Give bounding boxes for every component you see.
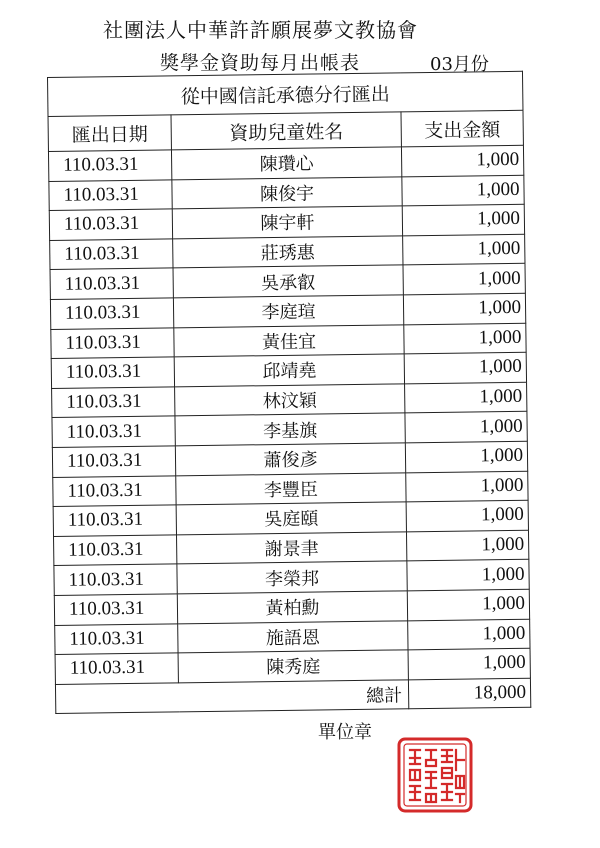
row-amount-cell: 1,000 <box>403 234 525 265</box>
row-name-cell: 李豐臣 <box>176 472 406 505</box>
report-title: 獎學金資助每月出帳表 <box>160 52 361 74</box>
row-name-cell: 黃佳宜 <box>174 324 404 357</box>
row-name-cell: 吳庭頤 <box>176 502 406 535</box>
row-amount-cell: 1,000 <box>404 323 526 354</box>
total-label: 總計 <box>178 680 408 713</box>
row-amount-cell: 1,000 <box>408 619 530 650</box>
row-date-cell: 110.03.31 <box>51 357 174 388</box>
row-name-cell: 陳俊宇 <box>172 176 402 209</box>
row-amount-cell: 1,000 <box>403 293 525 324</box>
row-date-cell: 110.03.31 <box>55 623 178 654</box>
col-name-header: 資助兒童姓名 <box>171 112 401 150</box>
row-name-cell: 謝景聿 <box>177 532 407 565</box>
row-date-cell: 110.03.31 <box>49 209 172 240</box>
total-blank-cell <box>55 683 178 714</box>
row-amount-cell: 1,000 <box>404 352 526 383</box>
bank-line: 從中國信託承德分行匯出 <box>48 71 523 116</box>
report-month: 03月份 <box>430 54 489 75</box>
row-name-cell: 陳秀庭 <box>178 650 408 683</box>
row-name-cell: 李基旗 <box>175 413 405 446</box>
row-amount-cell: 1,000 <box>407 589 529 620</box>
col-amount-header: 支出金額 <box>401 110 523 147</box>
row-date-cell: 110.03.31 <box>49 179 172 210</box>
row-name-cell: 莊琇惠 <box>173 236 403 269</box>
row-date-cell: 110.03.31 <box>53 475 176 506</box>
row-name-cell: 李榮邦 <box>177 561 407 594</box>
table-body <box>48 145 530 684</box>
row-amount-cell: 1,000 <box>401 145 523 176</box>
row-amount-cell: 1,000 <box>405 382 527 413</box>
row-amount-cell: 1,000 <box>406 500 528 531</box>
row-name-cell: 林汶穎 <box>175 384 405 417</box>
row-date-cell: 110.03.31 <box>50 268 173 299</box>
row-date-cell: 110.03.31 <box>54 594 177 625</box>
row-date-cell: 110.03.31 <box>53 505 176 536</box>
row-date-cell: 110.03.31 <box>51 327 174 358</box>
row-date-cell: 110.03.31 <box>52 446 175 477</box>
row-date-cell: 110.03.31 <box>55 653 178 684</box>
row-date-cell: 110.03.31 <box>54 535 177 566</box>
row-name-cell: 蕭俊彥 <box>175 443 405 476</box>
row-date-cell: 110.03.31 <box>52 416 175 447</box>
row-amount-cell: 1,000 <box>405 412 527 443</box>
row-date-cell: 110.03.31 <box>48 150 171 181</box>
row-date-cell: 110.03.31 <box>50 298 173 329</box>
row-amount-cell: 1,000 <box>408 648 530 679</box>
row-name-cell: 吳承叡 <box>173 265 403 298</box>
row-amount-cell: 1,000 <box>406 530 528 561</box>
total-row <box>55 678 530 714</box>
row-date-cell: 110.03.31 <box>54 564 177 595</box>
total-amount: 18,000 <box>408 678 530 709</box>
disbursement-table <box>47 71 531 714</box>
row-amount-cell: 1,000 <box>402 175 524 206</box>
col-date-header: 匯出日期 <box>48 115 171 152</box>
seal-label: 單位章 <box>318 722 372 743</box>
red-seal-stamp-icon <box>396 736 474 814</box>
row-name-cell: 邱靖堯 <box>174 354 404 387</box>
row-name-cell: 陳瓚心 <box>171 147 401 180</box>
row-date-cell: 110.03.31 <box>52 387 175 418</box>
bank-row <box>48 71 523 116</box>
row-amount-cell: 1,000 <box>407 560 529 591</box>
row-name-cell: 施語恩 <box>178 620 408 653</box>
row-amount-cell: 1,000 <box>406 471 528 502</box>
row-amount-cell: 1,000 <box>403 264 525 295</box>
row-date-cell: 110.03.31 <box>50 239 173 270</box>
row-amount-cell: 1,000 <box>402 204 524 235</box>
row-name-cell: 陳宇軒 <box>172 206 402 239</box>
org-title: 社團法人中華許許願展夢文教協會 <box>103 18 418 42</box>
disbursement-table-wrapper <box>47 71 530 714</box>
row-name-cell: 李庭瑄 <box>173 295 403 328</box>
row-name-cell: 黃柏勳 <box>177 591 407 624</box>
row-amount-cell: 1,000 <box>405 441 527 472</box>
